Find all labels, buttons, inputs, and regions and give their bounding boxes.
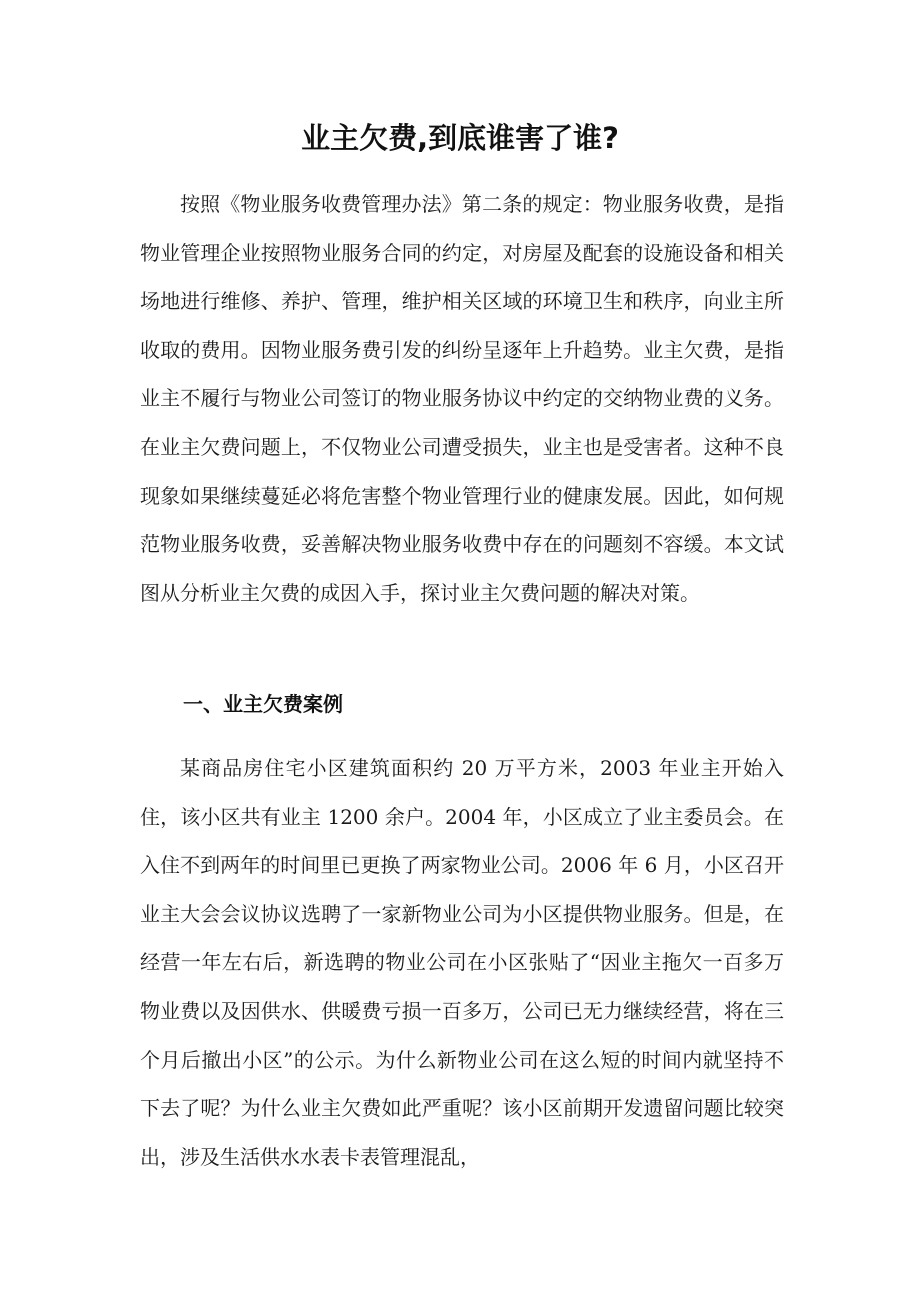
- section-heading: 一、业主欠费案例: [183, 692, 343, 716]
- intro-paragraph: 按照《物业服务收费管理办法》第二条的规定：物业服务收费，是指物业管理企业按照物业服务合同的约定，对房屋及配套的设施设备和相关场地进行维修、养护、管理，维护相关区域的环境卫生和秩序，向业主所收取的费用。因物业服务费引发的纠纷呈逐年上升趋势。业主欠费，是指业主不履行与物业公司签订的物业服务协议中约定的交纳物业费的义务。在业主欠费问题上，不仅物业公司遭受损失，业主也是受害者。这种不良现象如果继续蔓延必将危害整个物业管理行业的健康发展。因此，如何规范物业服务收费，妥善解决物业服务收费中存在的问题刻不容缓。本文试图从分析业主欠费的成因入手，探讨业主欠费问题的解决对策。: [140, 192, 784, 605]
- document-title: 业主欠费,到底谁害了谁?: [301, 121, 619, 155]
- case-paragraph: 某商品房住宅小区建筑面积约 20 万平方米，2003 年业主开始入住，该小区共有业主 1200 余户。2004 年，小区成立了业主委员会。在入住不到两年的时间里已更换了两家物业公司。2006 年 6 月，小区召开业主大会会议协议选聘了一家新物业公司为小区提供物业服务。但是，在经营一年左右后，新选聘的物业公司在小区张贴了“因业主拖欠一百多万物业费以及因供水、供暖费亏损一百多万，公司已无力继续经营，将在三个月后撤出小区”的公示。为什么新物业公司在这么短的时间内就坚持不下去了呢？为什么业主欠费如此严重呢？该小区前期开发遗留问题比较突出，涉及生活供水水表卡表管理混乱，: [140, 756, 784, 1169]
